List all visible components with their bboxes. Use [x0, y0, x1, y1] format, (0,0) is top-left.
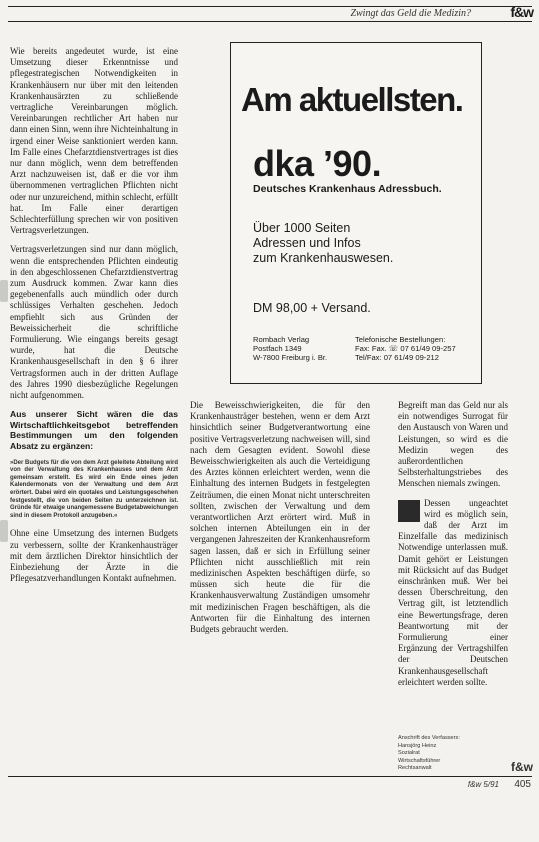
- body-paragraph: Die Beweisschwierigkeiten, die für den Krankenhausträger bestehen, wenn er dem Arzt hinsichtlich seiner Budgetverantwortung eine positive Vertragsverletzung nachweisen will, sind nach dem Gesagten evident. Sowohl diese Beweisschwierigkeiten als auch die Verteidigung des Arztes können erleichtert werden, wenn die Einhaltung des internen Budgets in festgelegten Zeiträumen, die einen Monat nicht unterschreiten sollten, zwischen der Verwaltung und dem verantwortlichen Arzt erörtert wird. Muß in solchen internen Abteilungen ein in der vergangenen Jahreszeiten der Krankenhausreform sagen lassen, daß er sich in Erfüllung seiner Pflichten nicht ausschließlich mit rein medizinischen Aspekten beschäftigen dürfe, so müssen sich heute die für die Krankenhausverwaltung Zuständigen umsomehr mit medizinischen Fragen beschäftigen, als die Antworten für die Einhaltung des internen Budgets gebraucht werden.: [190, 400, 370, 635]
- contact-line: Fax: Fax. ☏ 07 61/49 09-257: [355, 344, 456, 353]
- ad-body: [253, 221, 393, 266]
- body-paragraph: Ohne eine Umsetzung des internen Budgets zu verbessern, sollte der Krankenhausträger mit dem ärztlichen Direktor hinsichtlich der Einbeziehung der Ärzte in die Pflegesatzverhandlungen Kontakt aufnehmen.: [10, 528, 178, 584]
- ad-body-line: zum Krankenhauswesen.: [253, 251, 394, 265]
- advertisement-box: [230, 42, 482, 384]
- page-binding-mark: [0, 280, 8, 302]
- running-title: Zwingt das Geld die Medizin?: [350, 8, 471, 19]
- ad-title: dka ’90.: [253, 143, 382, 184]
- ad-price: DM 98,00 + Versand.: [253, 301, 371, 315]
- body-paragraph-text: Dessen ungeachtet wird es möglich sein, daß der Arzt im Einzelfalle das medizinisch Notwendige unterlassen muß. Damit gehört er Leistungen mit Rücksicht auf das Budget einschränken muß. Wer bei dessen Überschreitung, den Vertrag gilt, ist letztendlich eine Bewertungsfrage, deren Beantwortung mit der Formulierung einer Ergänzung der Vertragshilfen der Deutschen Krankenhausgesellschaft erleichtert werden sollte.: [398, 497, 508, 687]
- address-line: W-7800 Freiburg i. Br.: [253, 353, 328, 362]
- page-binding-mark: [0, 520, 8, 542]
- contact-line: Tel/Fax: 07 61/49 09-212: [355, 353, 440, 362]
- middle-column: [190, 400, 370, 643]
- body-paragraph: Vertragsverletzungen sind nur dann möglich, wenn die entsprechenden Pflichten eindeutig in den abgeschlossenen Chefarztdienstvertrag zum Ausdruck kommen. Zwar kann dies gegebenenfalls auch mündlich oder durch schlüssiges Verhalten geschehen. Jedoch empfiehlt sich aus Gründen der Beweissicherheit die schriftliche Formulierung. Wie eingangs bereits gesagt wurde, hat die Deutsche Krankenhausgesellschaft in den § 6 ihrer Vertragsformen auch in der dritten Auflage des Jahres 1990 diesbezügliche Regelungen nicht aufgenommen.: [10, 244, 178, 401]
- ad-subtitle: Deutsches Krankenhaus Adressbuch.: [253, 183, 442, 195]
- author-note-line: Anschrift des Verfassers:: [398, 735, 460, 741]
- ad-headline: Am aktuellsten.: [241, 81, 463, 118]
- body-paragraph: Begreift man das Geld nur als ein notwendiges Surrogat für den Austausch von Waren und Leistungen, so wird es die Medizin wegen des außerordentlichen Selbsterhaltungstriebes des Menschen niemals zwingen.: [398, 400, 508, 489]
- author-note-line: Rechtsanwalt: [398, 765, 432, 772]
- author-address-note: [398, 735, 508, 773]
- order-contacts: [355, 335, 456, 362]
- publication-logo: f&w: [510, 4, 533, 20]
- contact-line: Telefonische Bestellungen:: [355, 335, 446, 344]
- lead-paragraph: Aus unserer Sicht wären die das Wirtschaftlichkeitsgebot betreffenden Bestimmungen um den folgenden Absatz zu ergänzen:: [10, 409, 178, 452]
- footer-rule: [8, 776, 532, 777]
- address-line: Postfach 1349: [253, 344, 302, 353]
- author-note-line: Wirtschaftsführer: [398, 757, 441, 764]
- ad-body-line: Über 1000 Seiten: [253, 221, 351, 235]
- decorative-drop-block: [398, 500, 420, 522]
- header-bottom-rule: [8, 21, 532, 22]
- ad-body-line: Adressen und Infos: [253, 236, 361, 250]
- address-line: Rombach Verlag: [253, 335, 310, 344]
- author-note-line: Hansjörg Heinz: [398, 742, 437, 749]
- left-column: [10, 46, 178, 592]
- footer-journal: f&w 5/91: [467, 780, 499, 789]
- page-number: 405: [514, 779, 531, 790]
- author-note-line: Sozialrat: [398, 750, 420, 757]
- contract-quote: »Der Budgets für die von dem Arzt geleitete Abteilung wird von der Verwaltung des Krankenhauses und dem Arzt gemeinsam erstellt. Es wird ein Ende eines jeden Kalendermonats von der Verwaltung und dem Arzt erörtert. Dabei wird ein quotales und Leistungsgeschehen festgestellt, die von beiden Seiten zu unterzeichnen ist. Gründe für etwaige unangemessene Budgetabweichungen sind in diesem Protokoll anzugeben.«: [10, 459, 178, 519]
- right-column: [398, 400, 508, 696]
- body-paragraph: Wie bereits angedeutet wurde, ist eine Umsetzung dieser Erkenntnisse und pflegestrategischen Notwendigkeiten in Krankenhäusern nur über mit den leitenden Krankenhausärzten zu schließende vertragliche Vereinbarungen möglich. Vereinbarungen rechtlicher Art haben nur dann einen Sinn, wenn ihre Nichteinhaltung in irgend einer Weise sanktioniert werden kann. Im Falle eines Chefarztdienstvertrages ist dies nur dann möglich, wenn dem betreffenden Arzt nachzuweisen ist, daß er die vor ihm übernommenen vertraglichen Pflichten nicht oder nur unzureichend, mithin schlecht, erfüllt hat. Im Falle einer derartigen Schlechterfüllung sprechen wir von positiven Vertragsverletzungen.: [10, 46, 178, 236]
- publisher-address: [253, 335, 327, 362]
- footer-logo: f&w: [511, 760, 533, 774]
- body-paragraph: [398, 498, 508, 688]
- header-top-rule: [8, 6, 532, 7]
